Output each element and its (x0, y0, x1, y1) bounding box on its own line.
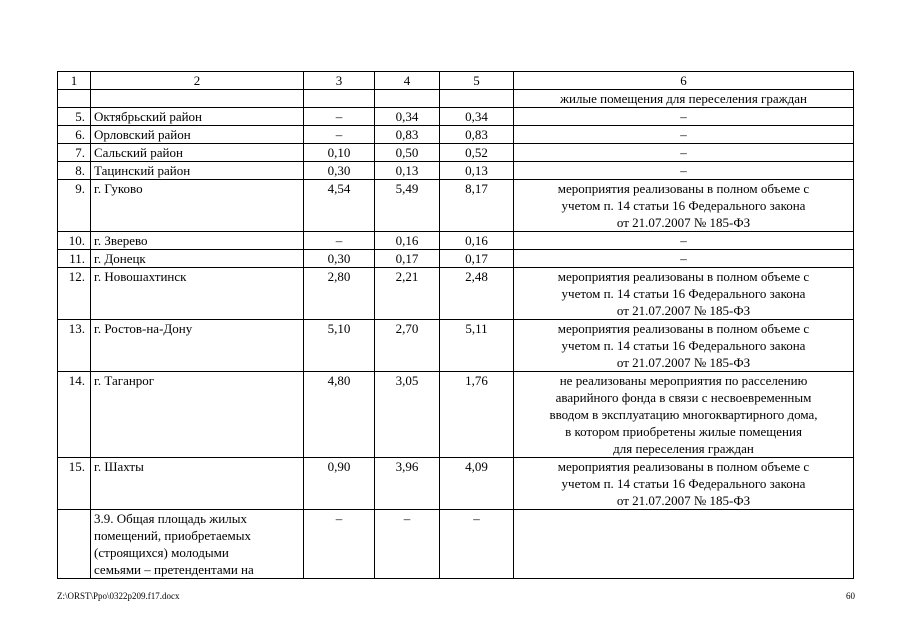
row-col5-cell: 0,83 (440, 126, 514, 144)
footer-file-path: Z:\ORST\Ppo\0322p209.f17.docx (57, 591, 180, 601)
continuation-row (58, 90, 854, 108)
row-name-cell: г. Гуково (91, 180, 304, 232)
row-col3-cell: 0,90 (304, 458, 375, 510)
row-col3-cell: 0,30 (304, 162, 375, 180)
row-name-cell: г. Новошахтинск (91, 268, 304, 320)
row-number-cell: 6. (58, 126, 91, 144)
header-cell-2: 2 (91, 72, 304, 90)
row-col5-cell: 0,34 (440, 108, 514, 126)
row-col4-cell: 0,83 (375, 126, 440, 144)
row-name-cell: г. Донецк (91, 250, 304, 268)
continuation-empty-cell (375, 90, 440, 108)
row-name-cell: Сальский район (91, 144, 304, 162)
table-row (58, 180, 854, 232)
row-note-cell (514, 510, 854, 579)
row-col4-cell: – (375, 510, 440, 579)
row-col4-cell: 5,49 (375, 180, 440, 232)
row-col3-cell: 4,80 (304, 372, 375, 458)
row-col3-cell: 0,10 (304, 144, 375, 162)
row-note-cell: – (514, 126, 854, 144)
row-name-cell: Октябрьский район (91, 108, 304, 126)
row-col3-cell: – (304, 232, 375, 250)
row-col4-cell: 3,05 (375, 372, 440, 458)
row-note-cell: мероприятия реализованы в полном объеме с учетом п. 14 статьи 16 Федерального закона от 21.07.2007 № 185-ФЗ (514, 458, 854, 510)
row-col4-cell: 3,96 (375, 458, 440, 510)
row-col4-cell: 2,70 (375, 320, 440, 372)
row-number-cell: 13. (58, 320, 91, 372)
table-header-row (58, 72, 854, 90)
footer-page-number: 60 (846, 591, 855, 601)
row-col4-cell: 0,16 (375, 232, 440, 250)
header-cell-1: 1 (58, 72, 91, 90)
row-col3-cell: – (304, 126, 375, 144)
row-number-cell: 8. (58, 162, 91, 180)
row-note-cell: не реализованы мероприятия по расселению аварийного фонда в связи с несвоевременным вводом в эксплуатацию многоквартирного дома, в котором приобретены жилые помещения для переселения граждан (514, 372, 854, 458)
row-number-cell: 7. (58, 144, 91, 162)
continuation-empty-cell (304, 90, 375, 108)
row-name-cell: Тацинский район (91, 162, 304, 180)
row-col5-cell: 0,13 (440, 162, 514, 180)
row-col4-cell: 0,50 (375, 144, 440, 162)
header-cell-5: 5 (440, 72, 514, 90)
row-number-cell: 14. (58, 372, 91, 458)
continuation-note-cell: жилые помещения для переселения граждан (514, 90, 854, 108)
row-name-cell: г. Таганрог (91, 372, 304, 458)
header-cell-3: 3 (304, 72, 375, 90)
row-number-cell: 11. (58, 250, 91, 268)
row-col3-cell: – (304, 108, 375, 126)
row-note-cell: – (514, 108, 854, 126)
row-col3-cell: 5,10 (304, 320, 375, 372)
row-name-cell: г. Зверево (91, 232, 304, 250)
row-number-cell: 5. (58, 108, 91, 126)
table-body (58, 72, 854, 579)
table-row (58, 268, 854, 320)
row-name-cell: 3.9. Общая площадь жилых помещений, приобретаемых (строящихся) молодыми семьями – претендентами на (91, 510, 304, 579)
continuation-empty-cell (58, 90, 91, 108)
table-row (58, 162, 854, 180)
table-row (58, 458, 854, 510)
row-note-cell: мероприятия реализованы в полном объеме с учетом п. 14 статьи 16 Федерального закона от 21.07.2007 № 185-ФЗ (514, 180, 854, 232)
row-note-cell: мероприятия реализованы в полном объеме с учетом п. 14 статьи 16 Федерального закона от 21.07.2007 № 185-ФЗ (514, 320, 854, 372)
row-name-cell: Орловский район (91, 126, 304, 144)
table-row (58, 320, 854, 372)
table-row (58, 232, 854, 250)
table-row (58, 126, 854, 144)
header-cell-6: 6 (514, 72, 854, 90)
table-row (58, 372, 854, 458)
row-note-cell: – (514, 232, 854, 250)
table-row (58, 144, 854, 162)
header-cell-4: 4 (375, 72, 440, 90)
row-col5-cell: 2,48 (440, 268, 514, 320)
row-col5-cell: 0,16 (440, 232, 514, 250)
row-col5-cell: – (440, 510, 514, 579)
row-col3-cell: 4,54 (304, 180, 375, 232)
row-note-cell: – (514, 144, 854, 162)
data-table (57, 71, 854, 579)
row-name-cell: г. Шахты (91, 458, 304, 510)
row-col4-cell: 0,17 (375, 250, 440, 268)
continuation-empty-cell (440, 90, 514, 108)
table-row (58, 108, 854, 126)
continuation-empty-cell (91, 90, 304, 108)
row-col5-cell: 5,11 (440, 320, 514, 372)
row-number-cell: 10. (58, 232, 91, 250)
row-number-cell: 9. (58, 180, 91, 232)
row-note-cell: – (514, 162, 854, 180)
row-col4-cell: 0,13 (375, 162, 440, 180)
row-col4-cell: 2,21 (375, 268, 440, 320)
row-col4-cell: 0,34 (375, 108, 440, 126)
row-col5-cell: 0,52 (440, 144, 514, 162)
row-col5-cell: 1,76 (440, 372, 514, 458)
row-note-cell: – (514, 250, 854, 268)
table-row (58, 250, 854, 268)
table-row (58, 510, 854, 579)
row-col5-cell: 4,09 (440, 458, 514, 510)
row-col5-cell: 0,17 (440, 250, 514, 268)
row-number-cell (58, 510, 91, 579)
row-name-cell: г. Ростов-на-Дону (91, 320, 304, 372)
row-col3-cell: 2,80 (304, 268, 375, 320)
row-number-cell: 15. (58, 458, 91, 510)
row-col3-cell: – (304, 510, 375, 579)
row-number-cell: 12. (58, 268, 91, 320)
row-col5-cell: 8,17 (440, 180, 514, 232)
row-col3-cell: 0,30 (304, 250, 375, 268)
row-note-cell: мероприятия реализованы в полном объеме с учетом п. 14 статьи 16 Федерального закона от 21.07.2007 № 185-ФЗ (514, 268, 854, 320)
